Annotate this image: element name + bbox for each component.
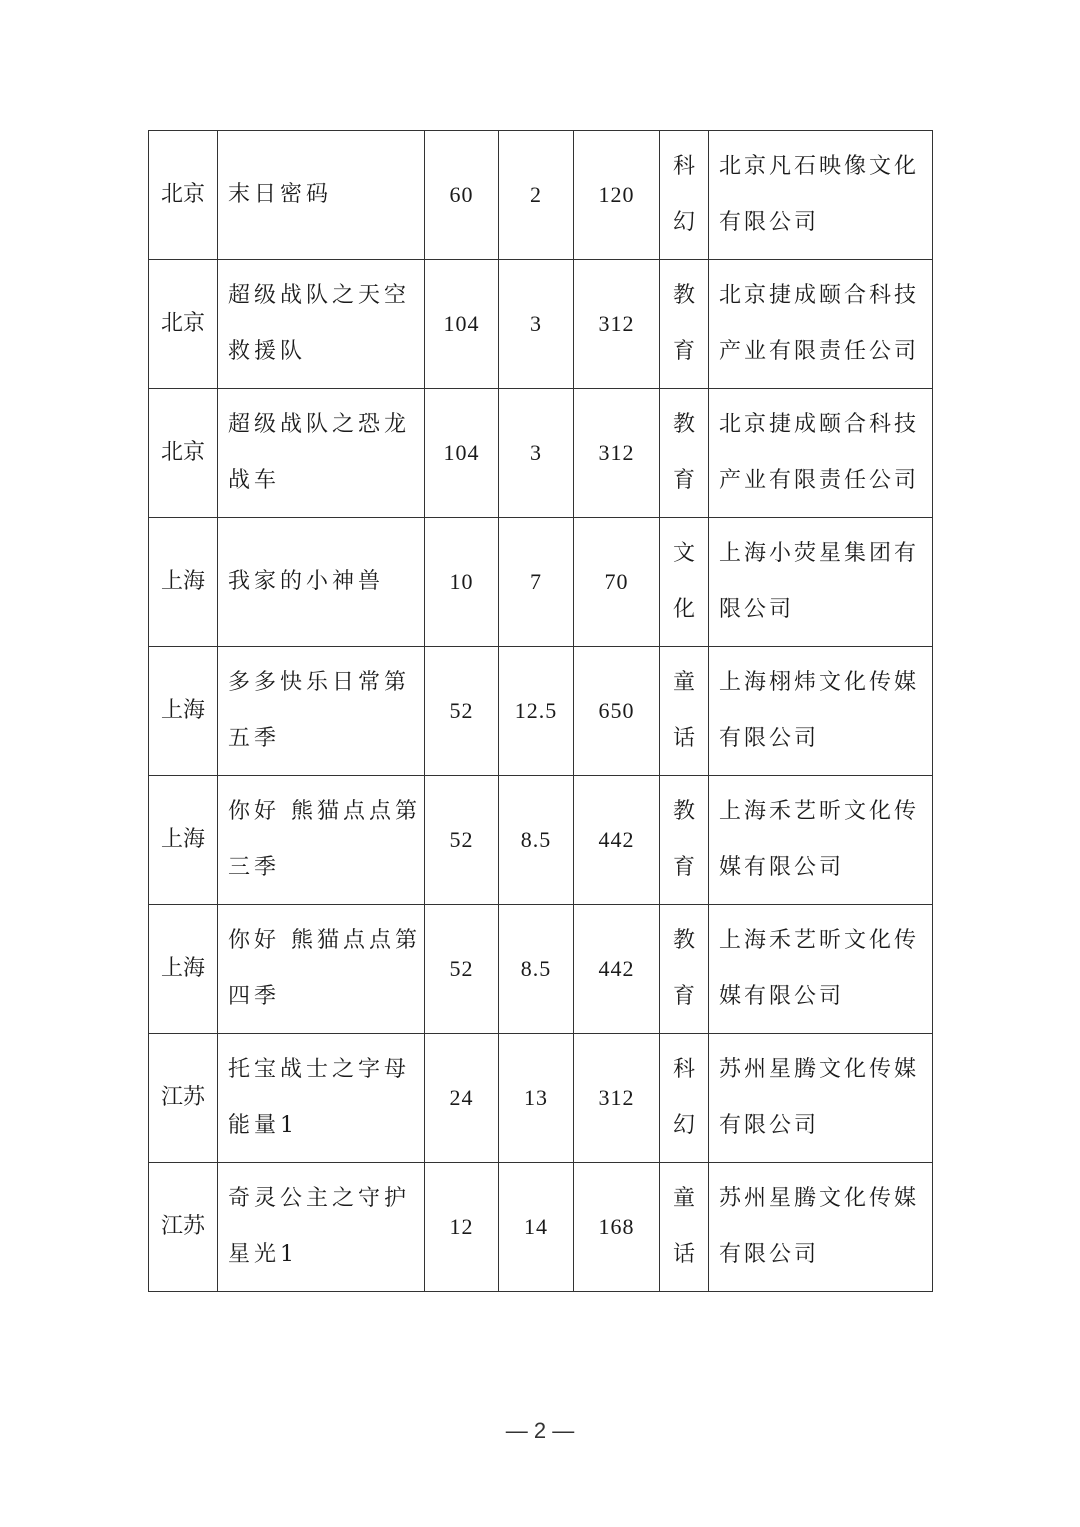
- minutes-cell: 7: [499, 518, 574, 647]
- title-cell: 托宝战士之字母能量1: [218, 1034, 425, 1163]
- company-cell: 北京捷成颐合科技产业有限责任公司: [709, 260, 933, 389]
- genre-label: 科幻: [672, 154, 695, 235]
- total-minutes-cell: 168: [574, 1163, 660, 1292]
- title-cell: 多多快乐日常第五季: [218, 647, 425, 776]
- province-cell: 上海: [149, 905, 218, 1034]
- total-minutes-cell: 650: [574, 647, 660, 776]
- genre-label: 文化: [672, 541, 695, 622]
- province-cell: 上海: [149, 776, 218, 905]
- minutes-cell: 8.5: [499, 776, 574, 905]
- table-row: [149, 389, 933, 518]
- episodes-cell: 12: [425, 1163, 499, 1292]
- company-cell: 北京凡石映像文化有限公司: [709, 131, 933, 260]
- minutes-cell: 3: [499, 260, 574, 389]
- title-cell: 超级战队之天空救援队: [218, 260, 425, 389]
- table-row: [149, 647, 933, 776]
- page-number: — 2 —: [505, 1418, 575, 1443]
- company-cell: 苏州星腾文化传媒有限公司: [709, 1034, 933, 1163]
- total-minutes-cell: 70: [574, 518, 660, 647]
- total-minutes-cell: 312: [574, 260, 660, 389]
- episodes-cell: 104: [425, 389, 499, 518]
- table-row: [149, 518, 933, 647]
- province-cell: 上海: [149, 518, 218, 647]
- genre-cell: [660, 647, 709, 776]
- genre-cell: [660, 131, 709, 260]
- table-row: [149, 131, 933, 260]
- episodes-cell: 52: [425, 905, 499, 1034]
- title-cell: 奇灵公主之守护星光1: [218, 1163, 425, 1292]
- province-cell: 北京: [149, 131, 218, 260]
- minutes-cell: 14: [499, 1163, 574, 1292]
- table-row: [149, 905, 933, 1034]
- minutes-cell: 2: [499, 131, 574, 260]
- genre-label: 童话: [672, 670, 695, 751]
- total-minutes-cell: 312: [574, 1034, 660, 1163]
- company-cell: 北京捷成颐合科技产业有限责任公司: [709, 389, 933, 518]
- province-cell: 江苏: [149, 1034, 218, 1163]
- genre-label: 教育: [672, 928, 695, 1009]
- genre-cell: [660, 905, 709, 1034]
- episodes-cell: 52: [425, 647, 499, 776]
- genre-label: 科幻: [672, 1057, 695, 1138]
- title-cell: 超级战队之恐龙战车: [218, 389, 425, 518]
- company-cell: 上海禾艺昕文化传媒有限公司: [709, 905, 933, 1034]
- animation-registry-table: [148, 130, 933, 1292]
- episodes-cell: 104: [425, 260, 499, 389]
- genre-label: 教育: [672, 412, 695, 493]
- genre-cell: [660, 776, 709, 905]
- title-cell: 我家的小神兽: [218, 518, 425, 647]
- genre-cell: [660, 1034, 709, 1163]
- minutes-cell: 13: [499, 1034, 574, 1163]
- genre-label: 童话: [672, 1186, 695, 1267]
- province-cell: 北京: [149, 389, 218, 518]
- company-cell: 苏州星腾文化传媒有限公司: [709, 1163, 933, 1292]
- company-cell: 上海栩炜文化传媒有限公司: [709, 647, 933, 776]
- table-row: [149, 1034, 933, 1163]
- minutes-cell: 8.5: [499, 905, 574, 1034]
- province-cell: 上海: [149, 647, 218, 776]
- total-minutes-cell: 312: [574, 389, 660, 518]
- genre-label: 教育: [672, 283, 695, 364]
- table-row: [149, 1163, 933, 1292]
- episodes-cell: 24: [425, 1034, 499, 1163]
- title-cell: 你好 熊猫点点第三季: [218, 776, 425, 905]
- genre-cell: [660, 518, 709, 647]
- episodes-cell: 52: [425, 776, 499, 905]
- episodes-cell: 60: [425, 131, 499, 260]
- title-cell: 末日密码: [218, 131, 425, 260]
- table-row: [149, 260, 933, 389]
- genre-cell: [660, 389, 709, 518]
- total-minutes-cell: 442: [574, 905, 660, 1034]
- genre-label: 教育: [672, 799, 695, 880]
- total-minutes-cell: 120: [574, 131, 660, 260]
- table-row: [149, 776, 933, 905]
- province-cell: 北京: [149, 260, 218, 389]
- company-cell: 上海禾艺昕文化传媒有限公司: [709, 776, 933, 905]
- province-cell: 江苏: [149, 1163, 218, 1292]
- minutes-cell: 3: [499, 389, 574, 518]
- company-cell: 上海小荧星集团有限公司: [709, 518, 933, 647]
- title-cell: 你好 熊猫点点第四季: [218, 905, 425, 1034]
- genre-cell: [660, 1163, 709, 1292]
- minutes-cell: 12.5: [499, 647, 574, 776]
- episodes-cell: 10: [425, 518, 499, 647]
- total-minutes-cell: 442: [574, 776, 660, 905]
- genre-cell: [660, 260, 709, 389]
